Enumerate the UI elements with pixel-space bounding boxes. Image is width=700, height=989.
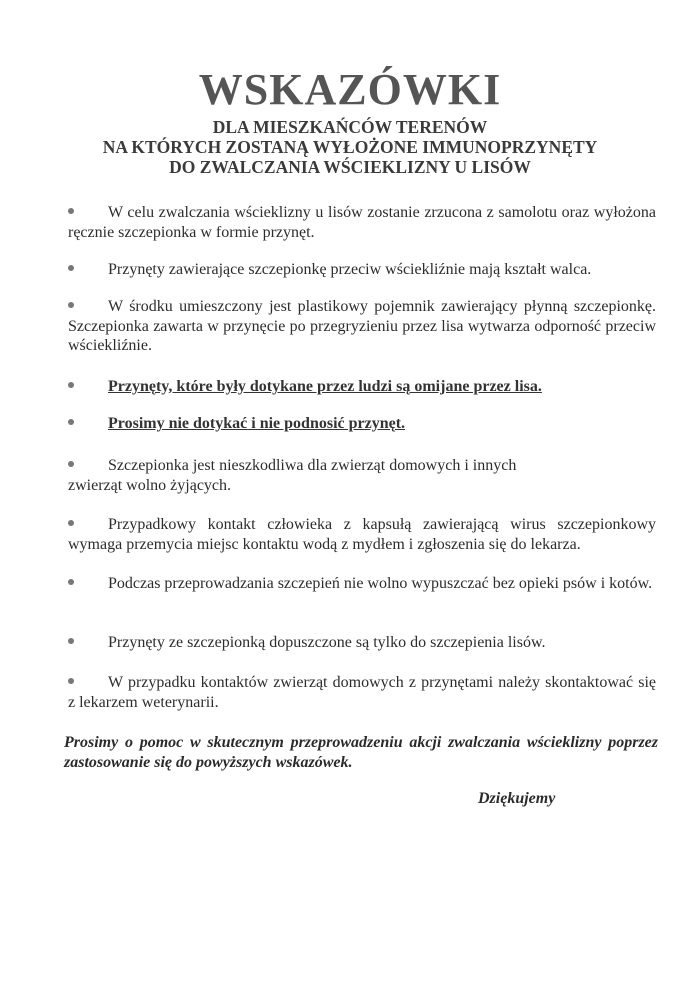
- list-item-text: Szczepionka jest nieszkodliwa dla zwierząt domowych i innych zwierząt wolno żyjących.: [68, 457, 517, 494]
- list-item-text: Podczas przeprowadzania szczepień nie wolno wypuszczać bez opieki psów i kotów.: [108, 575, 653, 592]
- bullet-dot-icon: [68, 208, 74, 214]
- document-title: WSKAZÓWKI: [198, 65, 502, 114]
- signoff: Dziękujemy: [478, 790, 556, 807]
- closing-paragraph: Prosimy o pomoc w skutecznym przeprowadzeniu akcji zwalczania wścieklizny poprzez zastosowanie się do powyższych wskazówek.: [64, 734, 658, 771]
- subtitle-line: NA KTÓRYCH ZOSTANĄ WYŁOŻONE IMMUNOPRZYNĘTY: [102, 137, 598, 157]
- list-item: [68, 260, 656, 280]
- list-item: [68, 456, 538, 495]
- list-item-text: Prosimy nie dotykać i nie podnosić przynęt.: [108, 415, 406, 432]
- bullet-dot-icon: [68, 638, 74, 644]
- list-item: [68, 203, 656, 242]
- list-item-text: W środku umieszczony jest plastikowy pojemnik zawierający płynną szczepionkę. Szczepionka zawarta w przynęcie po przegryzieniu przez lisa wytwarza odporność przeciw wściekliźnie.: [68, 298, 656, 354]
- list-item: [68, 673, 656, 712]
- bullet-dot-icon: [68, 520, 74, 526]
- list-item-emphasis: [68, 377, 656, 397]
- bullet-dot-icon: [68, 265, 74, 271]
- list-item: [68, 574, 656, 594]
- bullet-dot-icon: [68, 302, 74, 308]
- bullet-dot-icon: [68, 419, 74, 425]
- list-item-text: Przynęty zawierające szczepionkę przeciw wściekliźnie mają kształt walca.: [108, 261, 592, 278]
- list-item-text: Przynęty, które były dotykane przez ludzi są omijane przez lisa.: [108, 378, 542, 395]
- subtitle-line: DO ZWALCZANIA WŚCIEKLIZNY U LISÓW: [169, 157, 531, 177]
- list-item-text: Przynęty ze szczepionką dopuszczone są tylko do szczepienia lisów.: [108, 634, 546, 651]
- list-item-text: Przypadkowy kontakt człowieka z kapsułą zawierającą wirus szczepionkowy wymaga przemycia miejsc kontaktu wodą z mydłem i zgłoszenia się do lekarza.: [68, 516, 656, 553]
- subtitle-line: DLA MIESZKAŃCÓW TERENÓW: [212, 117, 488, 137]
- bullet-dot-icon: [68, 678, 74, 684]
- list-item: [68, 515, 656, 554]
- document-subtitle: [0, 117, 700, 177]
- bullet-dot-icon: [68, 382, 74, 388]
- bullet-dot-icon: [68, 579, 74, 585]
- bullet-dot-icon: [68, 461, 74, 467]
- list-item-text: W przypadku kontaktów zwierząt domowych z przynętami należy skontaktować się z lekarzem weterynarii.: [68, 674, 656, 711]
- list-item-text: W celu zwalczania wścieklizny u lisów zostanie zrzucona z samolotu oraz wyłożona ręcznie szczepionka w formie przynęt.: [68, 204, 656, 241]
- list-item: [68, 633, 656, 653]
- list-item-emphasis: [68, 414, 656, 434]
- list-item: [68, 297, 656, 356]
